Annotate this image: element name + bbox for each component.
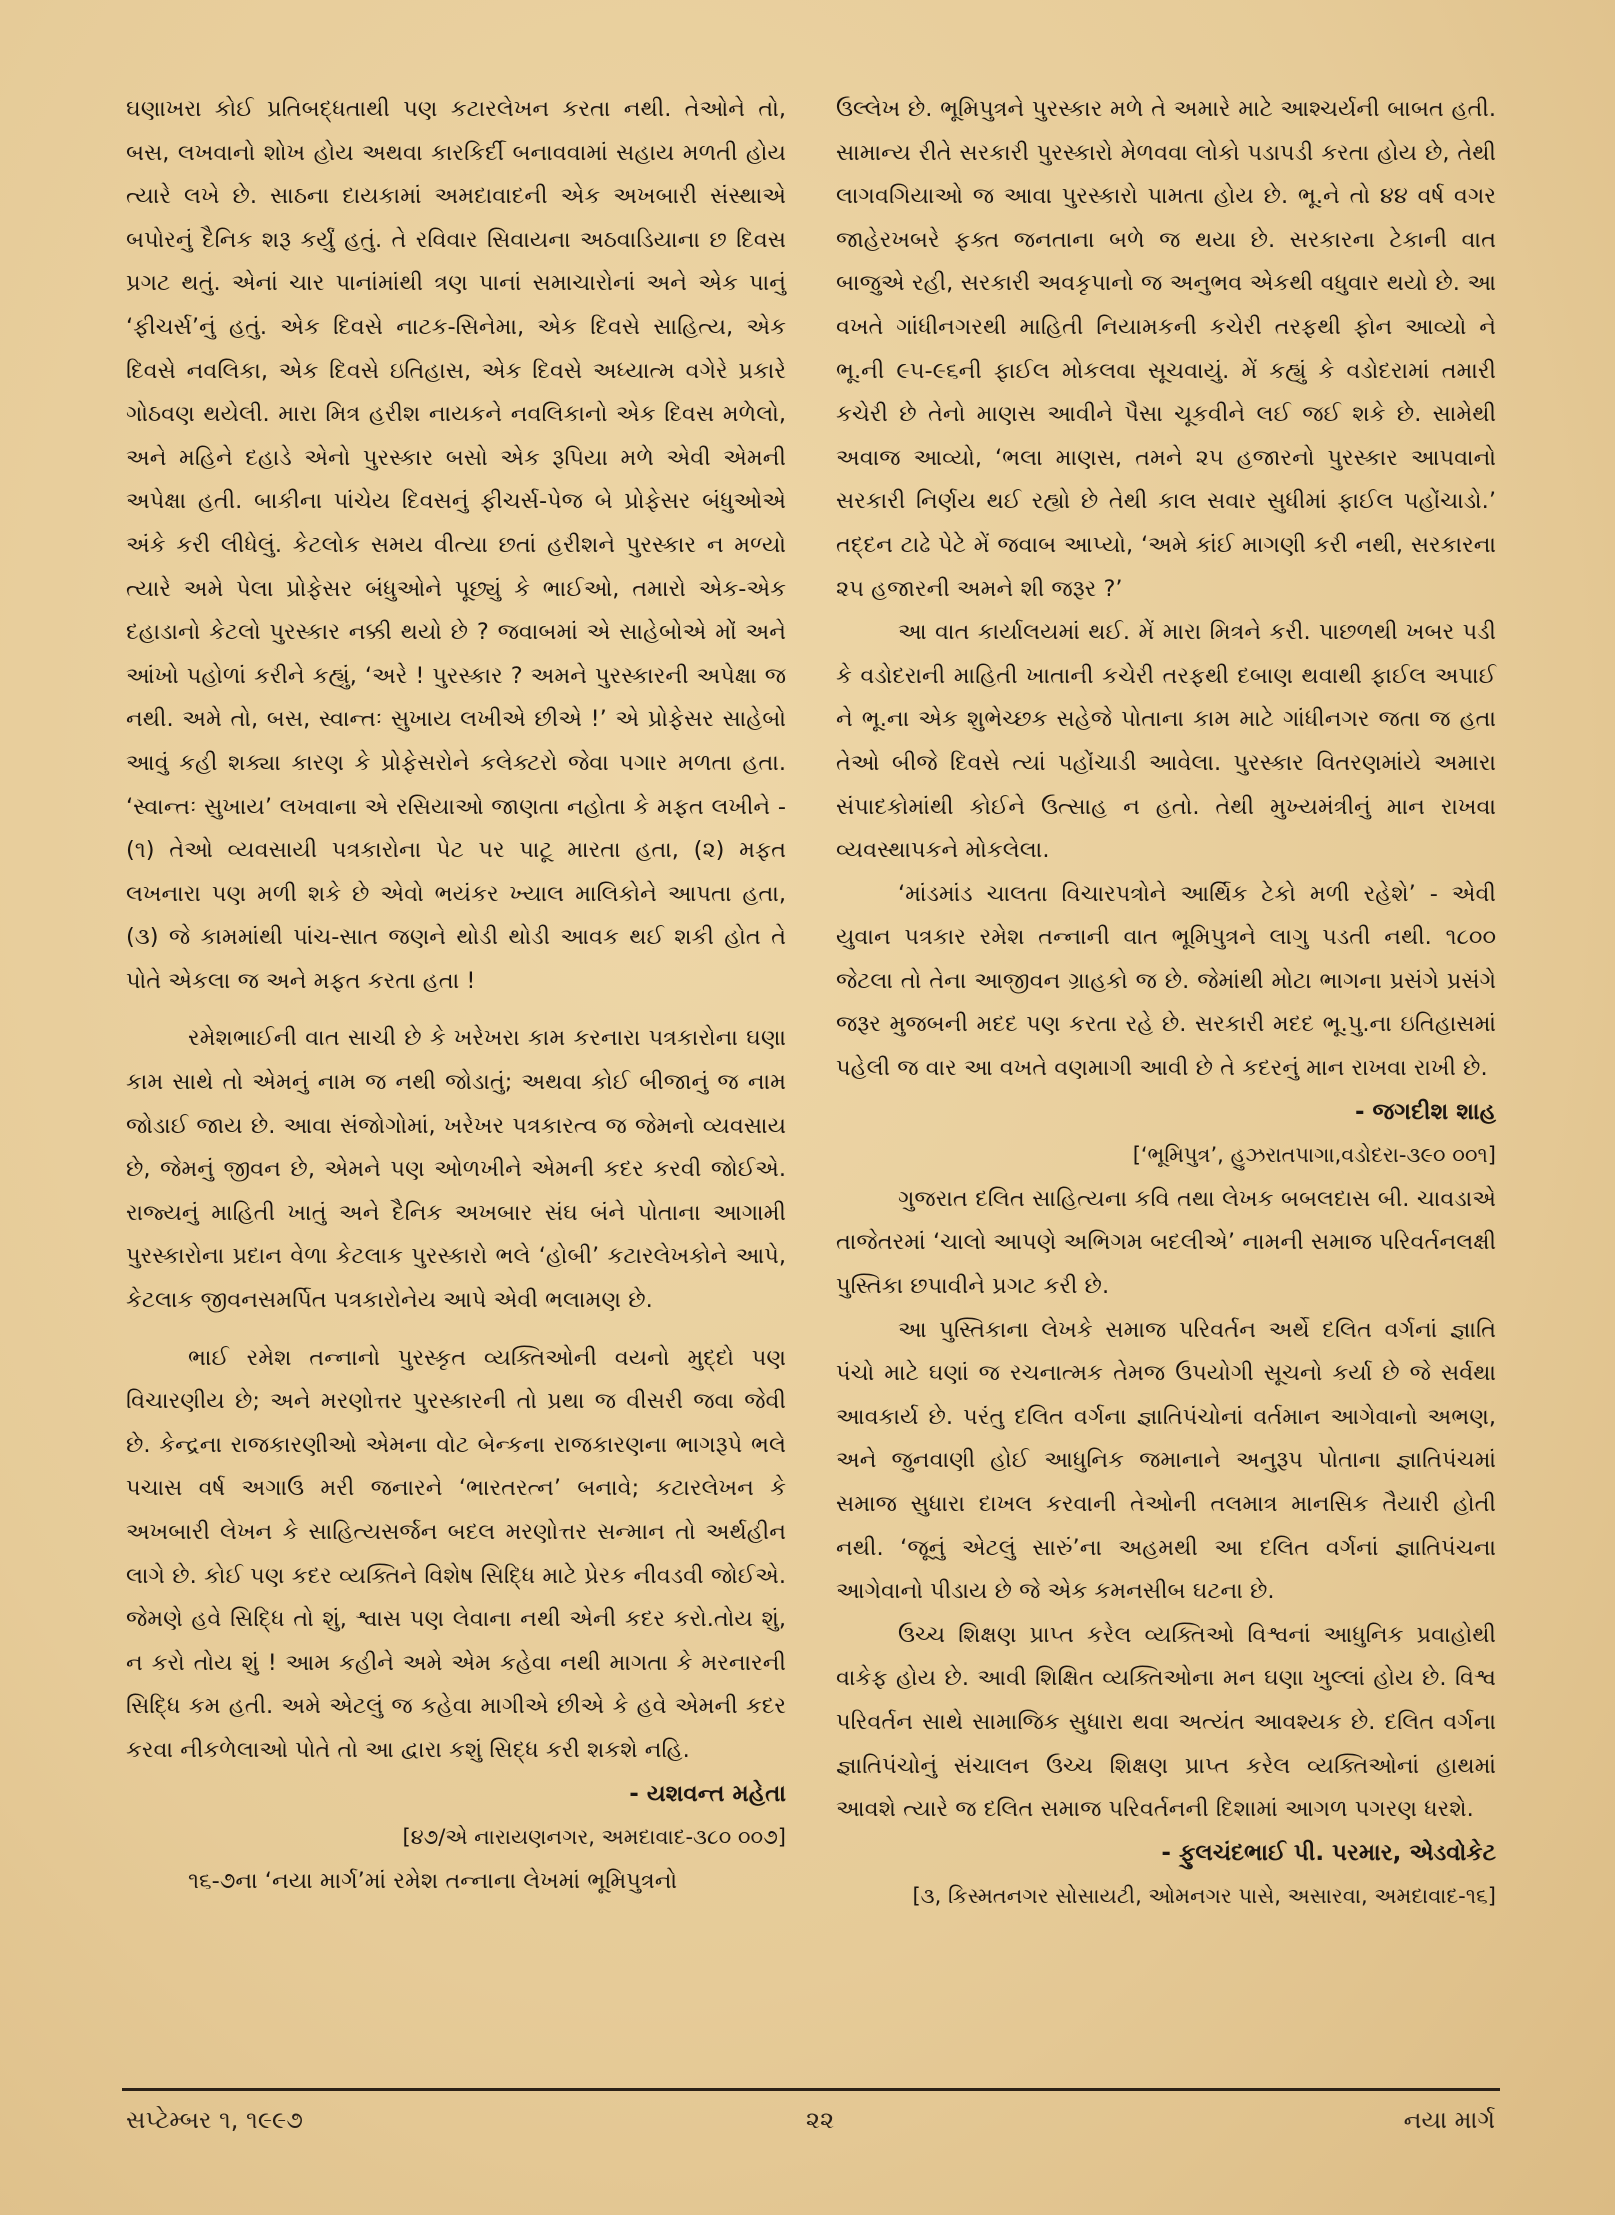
left-paragraph-1: ઘણાખરા કોઈ પ્રતિબદ્ધતાથી પણ કટારલેખન કરતા નથી. તેઓને તો, બસ, લખવાનો શોખ હોય અથવા કારકિર્દી બનાવવામાં સહાય મળતી હોય ત્યારે લખે છે. સાઠના દાયકામાં અમદાવાદની એક અખબારી સંસ્થાએ બપોરનું દૈનિક શરૂ કર્યું હતું. તે રવિવાર સિવાયના અઠવાડિયાના છ દિવસ પ્રગટ થતું. એનાં ચાર પાનાંમાંથી ત્રણ પાનાં સમાચારોનાં અને એક પાનું ‘ફીચર્સ’નું હતું. એક દિવસે નાટક-સિનેમા, એક દિવસે સાહિત્ય, એક દિવસે નવલિકા, એક દિવસે ઇતિહાસ, એક દિવસે અધ્યાત્મ વગેરે પ્રકારે ગોઠવણ થયેલી. મારા મિત્ર હરીશ નાયકને નવલિકાનો એક દિવસ મળેલો, અને મહિને દહાડે એનો પુરસ્કાર બસો એક રૂપિયા મળે એવી એમની અપેક્ષા હતી. બાકીના પાંચેય દિવસનું ફીચર્સ-પેજ બે પ્રોફેસર બંધુઓએ અંકે કરી લીધેલું. કેટલોક સમય વીત્યા છતાં હરીશને પુરસ્કાર ન મળ્યો ત્યારે અમે પેલા પ્રોફેસર બંધુઓને પૂછ્યું કે ભાઈઓ, તમારો એક-એક દહાડાનો કેટલો પુરસ્કાર નક્કી થયો છે ? જવાબમાં એ સાહેબોએ મોં અને આંખો પહોળાં કરીને કહ્યું, ‘અરે ! પુરસ્કાર ? અમને પુરસ્કારની અપેક્ષા જ નથી. અમે તો, બસ, સ્વાન્તઃ સુખાય લખીએ છીએ !’ એ પ્રોફેસર સાહેબો આવું કહી શક્યા કારણ કે પ્રોફેસરોને કલેક્ટરો જેવા પગાર મળતા હતા. ‘સ્વાન્તઃ સુખાય’ લખવાના એ રસિયાઓ જાણતા નહોતા કે મફત લખીને - (૧) તેઓ વ્યવસાયી પત્રકારોના પેટ પર પાટૂ મારતા હતા, (૨) મફત લખનારા પણ મળી શકે છે એવો ભયંકર ખ્યાલ માલિકોને આપતા હતા, (૩) જે કામમાંથી પાંચ-સાત જણને થોડી થોડી આવક થઈ શકી હોત તે પોતે એકલા જ અને મફત કરતા હતા ! <box>126 96 786 994</box>
right-address-2: [૩, કિસ્મતનગર સોસાયટી, ઓમનગર પાસે, અસારવા, અમદાવાદ-૧૬] <box>912 1884 1496 1909</box>
left-signature: - યશવન્ત મહેતા <box>629 1780 786 1807</box>
left-paragraph-2: રમેશભાઈની વાત સાચી છે કે ખરેખરા કામ કરનારા પત્રકારોના ઘણા કામ સાથે તો એમનું નામ જ નથી જોડાતું; અથવા કોઈ બીજાનું જ નામ જોડાઈ જાય છે. આવા સંજોગોમાં, ખરેખર પત્રકારત્વ જ જેમનો વ્યવસાય છે, જેમનું જીવન છે, એમને પણ ઓળખીને એમની કદર કરવી જોઈએ. રાજ્યનું માહિતી ખાતું અને દૈનિક અખબાર સંઘ બંને પોતાના આગામી પુરસ્કારોના પ્રદાન વેળા કેટલાક પુરસ્કારો ભલે ‘હોબી’ કટારલેખકોને આપે, કેટલાક જીવનસમર્પિત પત્રકારોનેય આપે એવી ભલામણ છે. <box>126 1025 786 1314</box>
right-paragraph-4: ગુજરાત દલિત સાહિત્યના કવિ તથા લેખક બબલદાસ બી. ચાવડાએ તાજેતરમાં ‘ચાલો આપણે અભિગમ બદલીએ’ નામની સમાજ પરિવર્તનલક્ષી પુસ્તિકા છપાવીને પ્રગટ કરી છે. <box>836 1185 1496 1300</box>
left-address: [૪૭/એ નારાયણનગર, અમદાવાદ-૩૮૦ ૦૦૭] <box>402 1825 786 1850</box>
left-paragraph-3: ભાઈ રમેશ તન્નાનો પુરસ્કૃત વ્યક્તિઓની વયનો મુદ્દો પણ વિચારણીય છે; અને મરણોત્તર પુરસ્કારની તો પ્રથા જ વીસરી જવા જેવી છે. કેન્દ્રના રાજકારણીઓ એમના વોટ બેન્કના રાજકારણના ભાગરૂપે ભલે પચાસ વર્ષ અગાઉ મરી જનારને ‘ભારતરત્ન’ બનાવે; કટારલેખન કે અખબારી લેખન કે સાહિત્યસર્જન બદલ મરણોત્તર સન્માન તો અર્થહીન લાગે છે. કોઈ પણ કદર વ્યક્તિને વિશેષ સિદ્ધિ માટે પ્રેરક નીવડવી જોઈએ. જેમણે હવે સિદ્ધિ તો શું, શ્વાસ પણ લેવાના નથી એની કદર કરો.તોય શું, ન કરો તોય શું ! આમ કહીને અમે એમ કહેવા નથી માગતા કે મરનારની સિદ્ધિ કમ હતી. અમે એટલું જ કહેવા માગીએ છીએ કે હવે એમની કદર કરવા નીકળેલાઓ પોતે તો આ દ્વારા કશું સિદ્ધ કરી શકશે નહિ. <box>126 1344 786 1763</box>
footer-rule <box>122 2088 1500 2091</box>
footer-date: સપ્ટેમ્બર ૧, ૧૯૯૭ <box>126 2106 303 2134</box>
right-address-1: [‘ભૂમિપુત્ર’, હુઝરાતપાગા,વડોદરા-૩૯૦ ૦૦૧] <box>1132 1143 1496 1168</box>
right-paragraph-1: ઉલ્લેખ છે. ભૂમિપુત્રને પુરસ્કાર મળે તે અમારે માટે આશ્ચર્યની બાબત હતી. સામાન્ય રીતે સરકારી પુરસ્કારો મેળવવા લોકો પડાપડી કરતા હોય છે, તેથી લાગવગિયાઓ જ આવા પુરસ્કારો પામતા હોય છે. ભૂ.ને તો ૪૪ વર્ષ વગર જાહેરખબરે ફક્ત જનતાના બળે જ થયા છે. સરકારના ટેકાની વાત બાજુએ રહી, સરકારી અવકૃપાનો જ અનુભવ એકથી વધુવાર થયો છે. આ વખતે ગાંધીનગરથી માહિતી નિયામકની કચેરી તરફથી ફોન આવ્યો ને ભૂ.ની ૯૫-૯૬ની ફાઈલ મોકલવા સૂચવાયું. મેં કહ્યું કે વડોદરામાં તમારી કચેરી છે તેનો માણસ આવીને પૈસા ચૂકવીને લઈ જઈ શકે છે. સામેથી અવાજ આવ્યો, ‘ભલા માણસ, તમને ૨૫ હજારનો પુરસ્કાર આપવાનો સરકારી નિર્ણય થઈ રહ્યો છે તેથી કાલ સવાર સુધીમાં ફાઈલ પહોંચાડો.’ તદ્દન ટાઢે પેટે મેં જવાબ આપ્યો, ‘અમે કાંઈ માગણી કરી નથી, સરકારના ૨૫ હજારની અમને શી જરૂર ?’ <box>836 96 1496 602</box>
page-number: ૨૨ <box>805 2106 835 2134</box>
right-paragraph-5: આ પુસ્તિકાના લેખકે સમાજ પરિવર્તન અર્થે દલિત વર્ગનાં જ્ઞાતિ પંચો માટે ઘણાં જ રચનાત્મક તેમજ ઉપયોગી સૂચનો કર્યા છે જે સર્વથા આવકાર્ય છે. પરંતુ દલિત વર્ગના જ્ઞાતિપંચોનાં વર્તમાન આગેવાનો અભણ, અને જુનવાણી હોઈ આધુનિક જમાનાને અનુરૂપ પોતાના જ્ઞાતિપંચમાં સમાજ સુધારા દાખલ કરવાની તેઓની તલમાત્ર માનસિક તૈયારી હોતી નથી. ‘જૂનું એટલું સારું’ના અહમથી આ દલિત વર્ગનાં જ્ઞાતિપંચના આગેવાનો પીડાય છે જે એક કમનસીબ ઘટના છે. <box>836 1316 1496 1605</box>
right-paragraph-3: ‘માંડમાંડ ચાલતા વિચારપત્રોને આર્થિક ટેકો મળી રહેશે’ - એવી યુવાન પત્રકાર રમેશ તન્નાની વાત ભૂમિપુત્રને લાગુ પડતી નથી. ૧૮૦૦ જેટલા તો તેના આજીવન ગ્રાહકો જ છે. જેમાંથી મોટા ભાગના પ્રસંગે પ્રસંગે જરૂર મુજબની મદદ પણ કરતા રહે છે. સરકારી મદદ ભૂ.પુ.ના ઇતિહાસમાં પહેલી જ વાર આ વખતે વણમાગી આવી છે તે કદરનું માન રાખવા રાખી છે. <box>836 880 1496 1082</box>
publication-name: નયા માર્ગ <box>1403 2106 1495 2134</box>
right-paragraph-2: આ વાત કાર્યાલયમાં થઈ. મેં મારા મિત્રને કરી. પાછળથી ખબર પડી કે વડોદરાની માહિતી ખાતાની કચેરી તરફથી દબાણ થવાથી ફાઈલ અપાઈ ને ભૂ.ના એક શુભેચ્છક સહેજે પોતાના કામ માટે ગાંધીનગર જતા જ હતા તેઓ બીજે દિવસે ત્યાં પહોંચાડી આવેલા. પુરસ્કાર વિતરણમાંયે અમારા સંપાદકોમાંથી કોઈને ઉત્સાહ ન હતો. તેથી મુખ્યમંત્રીનું માન રાખવા વ્યવસ્થાપકને મોકલેલા. <box>836 619 1496 864</box>
left-next-paragraph: ૧૬-૭ના ‘નયા માર્ગ’માં રમેશ તન્નાના લેખમાં ભૂમિપુત્રનો <box>188 1867 678 1894</box>
right-signature-1: - જગદીશ શાહ <box>1355 1098 1496 1125</box>
right-column <box>836 88 1496 1919</box>
left-column <box>126 88 786 1903</box>
right-paragraph-6: ઉચ્ચ શિક્ષણ પ્રાપ્ત કરેલ વ્યક્તિઓ વિશ્વનાં આધુનિક પ્રવાહોથી વાકેફ હોય છે. આવી શિક્ષિત વ્યક્તિઓના મન ઘણા ખુલ્લાં હોય છે. વિશ્વ પરિવર્તન સાથે સામાજિક સુધારા થવા અત્યંત આવશ્યક છે. દલિત વર્ગના જ્ઞાતિપંચોનું સંચાલન ઉચ્ચ શિક્ષણ પ્રાપ્ત કરેલ વ્યક્તિઓનાં હાથમાં આવશે ત્યારે જ દલિત સમાજ પરિવર્તનની દિશામાં આગળ પગરણ ધરશે. <box>836 1621 1496 1823</box>
right-signature-2: - ફુલચંદભાઈ પી. પરમાર, એડવોકેટ <box>1161 1839 1496 1866</box>
